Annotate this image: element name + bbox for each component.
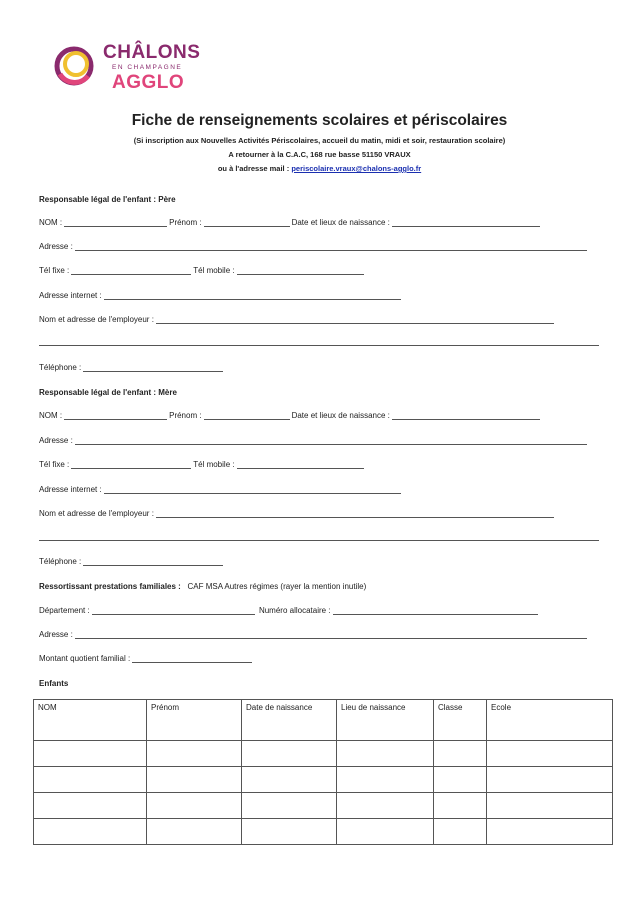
prestations-options: CAF MSA Autres régimes (rayer la mention inutile) — [187, 582, 367, 591]
table-cell[interactable] — [34, 767, 147, 793]
prenom-label: Prénom : — [169, 218, 202, 227]
quotient-label: Montant quotient familial : — [39, 654, 131, 663]
father-heading: Responsable légal de l'enfant : Père — [39, 195, 176, 204]
father-internet-row — [39, 291, 403, 300]
employeur-field[interactable] — [156, 315, 554, 324]
employeur-field[interactable] — [156, 509, 554, 518]
father-name-row — [39, 218, 542, 227]
prestations-row — [39, 582, 366, 591]
table-cell[interactable] — [34, 819, 147, 845]
table-cell[interactable] — [147, 767, 242, 793]
mother-employer-line2[interactable] — [39, 540, 599, 541]
mother-employer-row — [39, 509, 556, 518]
nom-field[interactable] — [64, 411, 167, 420]
table-cell[interactable] — [242, 793, 337, 819]
table-header-row — [34, 700, 613, 741]
table-cell[interactable] — [337, 741, 434, 767]
adresse-label: Adresse : — [39, 436, 73, 445]
table-cell[interactable] — [34, 793, 147, 819]
table-row — [34, 819, 613, 845]
mother-address-row — [39, 436, 589, 445]
table-cell[interactable] — [487, 741, 613, 767]
table-row — [34, 793, 613, 819]
naissance-label: Date et lieux de naissance : — [291, 411, 390, 420]
internet-field[interactable] — [104, 291, 401, 300]
nom-field[interactable] — [64, 218, 167, 227]
quotient-row — [39, 654, 254, 663]
telephone-label: Téléphone : — [39, 557, 82, 566]
tel-mobile-field[interactable] — [237, 266, 364, 275]
adresse-field[interactable] — [75, 242, 587, 251]
mother-internet-row — [39, 485, 403, 494]
prenom-label: Prénom : — [169, 411, 202, 420]
table-cell[interactable] — [242, 819, 337, 845]
allocataire-field[interactable] — [333, 606, 538, 615]
tel-fixe-field[interactable] — [71, 460, 191, 469]
telephone-field[interactable] — [83, 363, 223, 372]
col-prenom: Prénom — [147, 700, 242, 741]
table-cell[interactable] — [487, 793, 613, 819]
col-nom: NOM — [34, 700, 147, 741]
col-ecole: Ecole — [487, 700, 613, 741]
table-cell[interactable] — [434, 767, 487, 793]
naissance-label: Date et lieux de naissance : — [291, 218, 390, 227]
adresse-field[interactable] — [75, 630, 587, 639]
table-row — [34, 741, 613, 767]
father-employer-line2[interactable] — [39, 345, 599, 346]
logo — [52, 40, 222, 100]
tel-fixe-field[interactable] — [71, 266, 191, 275]
prestations-heading: Ressortissant prestations familiales : — [39, 582, 181, 591]
table-row — [34, 767, 613, 793]
table-cell[interactable] — [434, 741, 487, 767]
table-cell[interactable] — [337, 767, 434, 793]
table-cell[interactable] — [242, 767, 337, 793]
prestations-address-row — [39, 630, 589, 639]
nom-label: NOM : — [39, 411, 63, 420]
tel-mobile-label: Tél mobile : — [193, 266, 235, 275]
return-address: A retourner à la C.A.C, 168 rue basse 51150 VRAUX — [228, 150, 411, 159]
col-classe: Classe — [434, 700, 487, 741]
table-cell[interactable] — [487, 767, 613, 793]
mother-name-row — [39, 411, 542, 420]
subtitle: (Si inscription aux Nouvelles Activités Périscolaires, accueil du matin, midi et soir, restauration scolaire) — [133, 136, 506, 145]
departement-label: Département : — [39, 606, 90, 615]
table-cell[interactable] — [147, 819, 242, 845]
table-cell[interactable] — [337, 819, 434, 845]
departement-field[interactable] — [92, 606, 255, 615]
tel-fixe-label: Tél fixe : — [39, 266, 70, 275]
prenom-field[interactable] — [204, 411, 290, 420]
table-cell[interactable] — [147, 793, 242, 819]
father-telephone-row — [39, 363, 225, 372]
logo-rings-icon — [52, 40, 102, 90]
tel-mobile-label: Tél mobile : — [193, 460, 235, 469]
father-phone-row — [39, 266, 366, 275]
table-cell[interactable] — [434, 819, 487, 845]
table-cell[interactable] — [242, 741, 337, 767]
employeur-label: Nom et adresse de l'employeur : — [39, 315, 154, 324]
table-cell[interactable] — [337, 793, 434, 819]
internet-label: Adresse internet : — [39, 291, 102, 300]
mother-phone-row — [39, 460, 366, 469]
quotient-field[interactable] — [132, 654, 252, 663]
mother-telephone-row — [39, 557, 225, 566]
col-date-naissance: Date de naissance — [242, 700, 337, 741]
father-address-row — [39, 242, 589, 251]
email-prefix: ou à l'adresse mail : — [217, 164, 292, 173]
tel-mobile-field[interactable] — [237, 460, 364, 469]
telephone-field[interactable] — [83, 557, 223, 566]
naissance-field[interactable] — [392, 411, 540, 420]
table-cell[interactable] — [487, 819, 613, 845]
table-cell[interactable] — [147, 741, 242, 767]
internet-label: Adresse internet : — [39, 485, 102, 494]
adresse-field[interactable] — [75, 436, 587, 445]
telephone-label: Téléphone : — [39, 363, 82, 372]
email-line — [0, 164, 639, 173]
employeur-label: Nom et adresse de l'employeur : — [39, 509, 154, 518]
adresse-label: Adresse : — [39, 630, 73, 639]
nom-label: NOM : — [39, 218, 63, 227]
mother-heading: Responsable légal de l'enfant : Mère — [39, 388, 177, 397]
departement-row — [39, 606, 540, 615]
internet-field[interactable] — [104, 485, 401, 494]
tel-fixe-label: Tél fixe : — [39, 460, 70, 469]
adresse-label: Adresse : — [39, 242, 73, 251]
allocataire-label: Numéro allocataire : — [258, 606, 331, 615]
table-cell[interactable] — [434, 793, 487, 819]
logo-line1: CHÂLONS — [103, 42, 201, 63]
naissance-field[interactable] — [392, 218, 540, 227]
enfants-table — [33, 699, 613, 845]
table-cell[interactable] — [34, 741, 147, 767]
page-title: Fiche de renseignements scolaires et périscolaires — [131, 112, 508, 129]
col-lieu-naissance: Lieu de naissance — [337, 700, 434, 741]
email-link[interactable]: periscolaire.vraux@chalons-agglo.fr — [291, 164, 422, 173]
logo-line2: EN CHAMPAGNE — [112, 64, 183, 71]
father-employer-row — [39, 315, 556, 324]
enfants-heading: Enfants — [39, 679, 69, 688]
logo-line3: AGGLO — [112, 72, 185, 93]
prenom-field[interactable] — [204, 218, 290, 227]
